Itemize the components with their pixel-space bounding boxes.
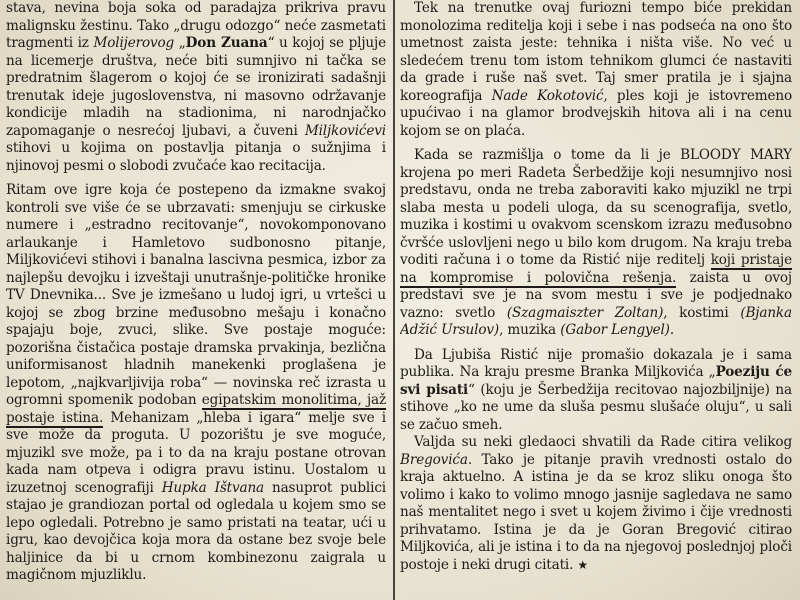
text-run: Kada se razmišlja o tome da li je BLOODY MARY krojena po meri Radeta Šerbedžije koji nesumnjivo nosi predstavu, onda ne treba zaboraviti kako mjuzikl ne trpi slaba mesta u podeli uloga, da su scenografija, svetlo, muzika i kostimi u ovakvom scenskom izrazu međusobno čvršće uslovljeni nego u bilo kom drugom. Na kraju treba voditi računa i o tome da Ristić nije reditelj xyxy=(400,147,792,268)
text-run: . Tako je pitanje pravih vrednosti ostalo do kraja aktuelno. A istina je da se kroz sliku onoga što volimo i kako to volimo mnogo jasnije sagledava ne samo naš mentalitet nego i svet u kojem živimo i čije vrednosti prihvatamo. Istina je da je Goran Bregović citirao Miljkovića, ali je istina i to da na njegovoj poslednjoj ploči postoje i neki drugi citati. xyxy=(400,451,792,573)
text-run: “ (koju je Šerbedžija recitovao najozbiljnije) na stihove „ko ne ume da sluša pesmu slušaće oluju“, u sali se začuo smeh. xyxy=(400,381,792,433)
italic-run: (Gabor Lengyel) xyxy=(560,322,670,338)
left-paragraph-1 xyxy=(6,0,386,175)
right-paragraph-3 xyxy=(400,347,792,435)
italic-run: Bregovića xyxy=(400,451,468,468)
text-run: Ritam ove igre koja će postepeno da izmakne svakoj kontroli sve više će se ubrzavati: smenjuju se cirkuske numere i „estradno recitovanje“, novokomponovano arlaukanje i Hamletovo sudbonosno pitanje, Miljkovićevi stihovi i banalna lascivna pesmica, izbor za najlepšu devojku i izveštaji unutrašnje-političke hronike TV Dnevnika... Sve je izmešano u ludoj igri, u vrtešci u kojoj se zbog brzine međusobno mešaju i konačno spajaju boje, zvuci, slike. Sve postaje moguće: pozorišna čistačica postaje dramska prvakinja, bezlična uniformisanost hladnih manekenki proglašena je lepotom, „najkvarljivija roba“ — novinska reč izrasta u ogromni spomenik podoban xyxy=(6,182,386,408)
text-run: zaista u ovoj predstavi sve je na svom mestu i sve je podjednako vazno: svetlo xyxy=(400,269,792,321)
paragraph-gap xyxy=(6,175,386,182)
column-divider xyxy=(393,0,395,600)
italic-run: Miljkovićevi xyxy=(304,122,386,139)
italic-run: Molijerovog xyxy=(93,35,175,51)
text-run: , kostimi xyxy=(663,304,741,321)
italic-run: Nade Kokotović xyxy=(491,87,604,104)
bold-run: Poeziju će svi pisati xyxy=(400,364,792,398)
underlined-run: koji pristaje na kompromise i polovična rešenja. xyxy=(400,252,792,286)
italic-run: (Szagmaiszter Zoltan) xyxy=(506,304,664,321)
right-paragraph-4 xyxy=(400,434,792,574)
left-paragraph-2 xyxy=(6,182,386,585)
text-run: Valjda su neki gledaoci shvatili da Rade citira velikog xyxy=(414,434,792,450)
text-run: . xyxy=(669,322,675,338)
right-column xyxy=(400,0,792,600)
paragraph-gap xyxy=(400,140,792,147)
underlined-run: egipatskim monolitima, jaž postaje istina. xyxy=(6,392,386,426)
text-run: „ xyxy=(174,35,186,51)
text-run: stihovi u kojima on postavlja pitanja o sužnjima i njinovoj pesmi o slobodi zvučaće kao recitacija. xyxy=(6,140,386,174)
paragraph-gap xyxy=(400,340,792,347)
italic-run: (Bjanka Adžić Ursulov) xyxy=(400,304,792,338)
text-run: , ples koji je istovremeno upućivao i na glamor brodvejskih hitova ali i na cenu kojom se on plaća. xyxy=(400,87,792,139)
text-run: Tek na trenutke ovaj furiozni tempo biće prekidan monolozima reditelja koji i sebe i nas podseća na ono što umetnost zaista jeste: tehnika i ništa više. No već u sledećem trenu tom istom tehnikom glumci će nastaviti da grade i ruše naš svet. Taj smer pratila je i sjajna koreografija xyxy=(400,0,792,104)
right-paragraph-2 xyxy=(400,147,792,340)
text-run: Mehanizam „hleba i igara“ melje sve i sve može da proguta. U pozorištu je sve moguće, mjuzikl sve može, pa i to da na kraju postane otrovan kada nam otpeva i odigra pravu istinu. Uostalom u izuzetnoj scenografiji xyxy=(6,409,386,496)
bold-run: Don Zuana xyxy=(185,35,268,51)
left-column xyxy=(6,0,386,600)
text-run: “ u kojoj se pljuje na licemerje društva, neće biti sumnjivo ni tačka se predratnim šlagerom o kojoj će se ironizirati sadašnji trenutak ideje jugoslovenstva, ni masovno održavanje kondicije mladih na stadionima, ni narodnjačko zapomaganje o nesrećoj ljubavi, a čuveni xyxy=(6,35,386,139)
text-run: stava, nevina boja soka od paradajza prikriva pravu malignsku žestinu. Tako „drugu odozgo“ neće zasmetati tragmenti iz xyxy=(6,0,386,51)
text-run: nasuprot publici stajao je grandiozan portal od ogledala u kojem smo se lepo ogledali. Potrebno je samo pristati na teatar, ući u igru, kao devojčica koja mora da ostane bez svoje bele haljinice da bi u crnom kombinezonu zaigrala u magičnom mjuzliklu. xyxy=(6,479,386,583)
text-run: , muzika xyxy=(499,322,561,338)
italic-run: Hupka Ištvana xyxy=(161,479,265,496)
star-icon: ★ xyxy=(577,557,589,572)
text-run: Da Ljubiša Ristić nije promašio dokazala je i sama publika. Na kraju presme Branka Miljkovića „ xyxy=(400,346,792,380)
right-paragraph-1 xyxy=(400,0,792,140)
